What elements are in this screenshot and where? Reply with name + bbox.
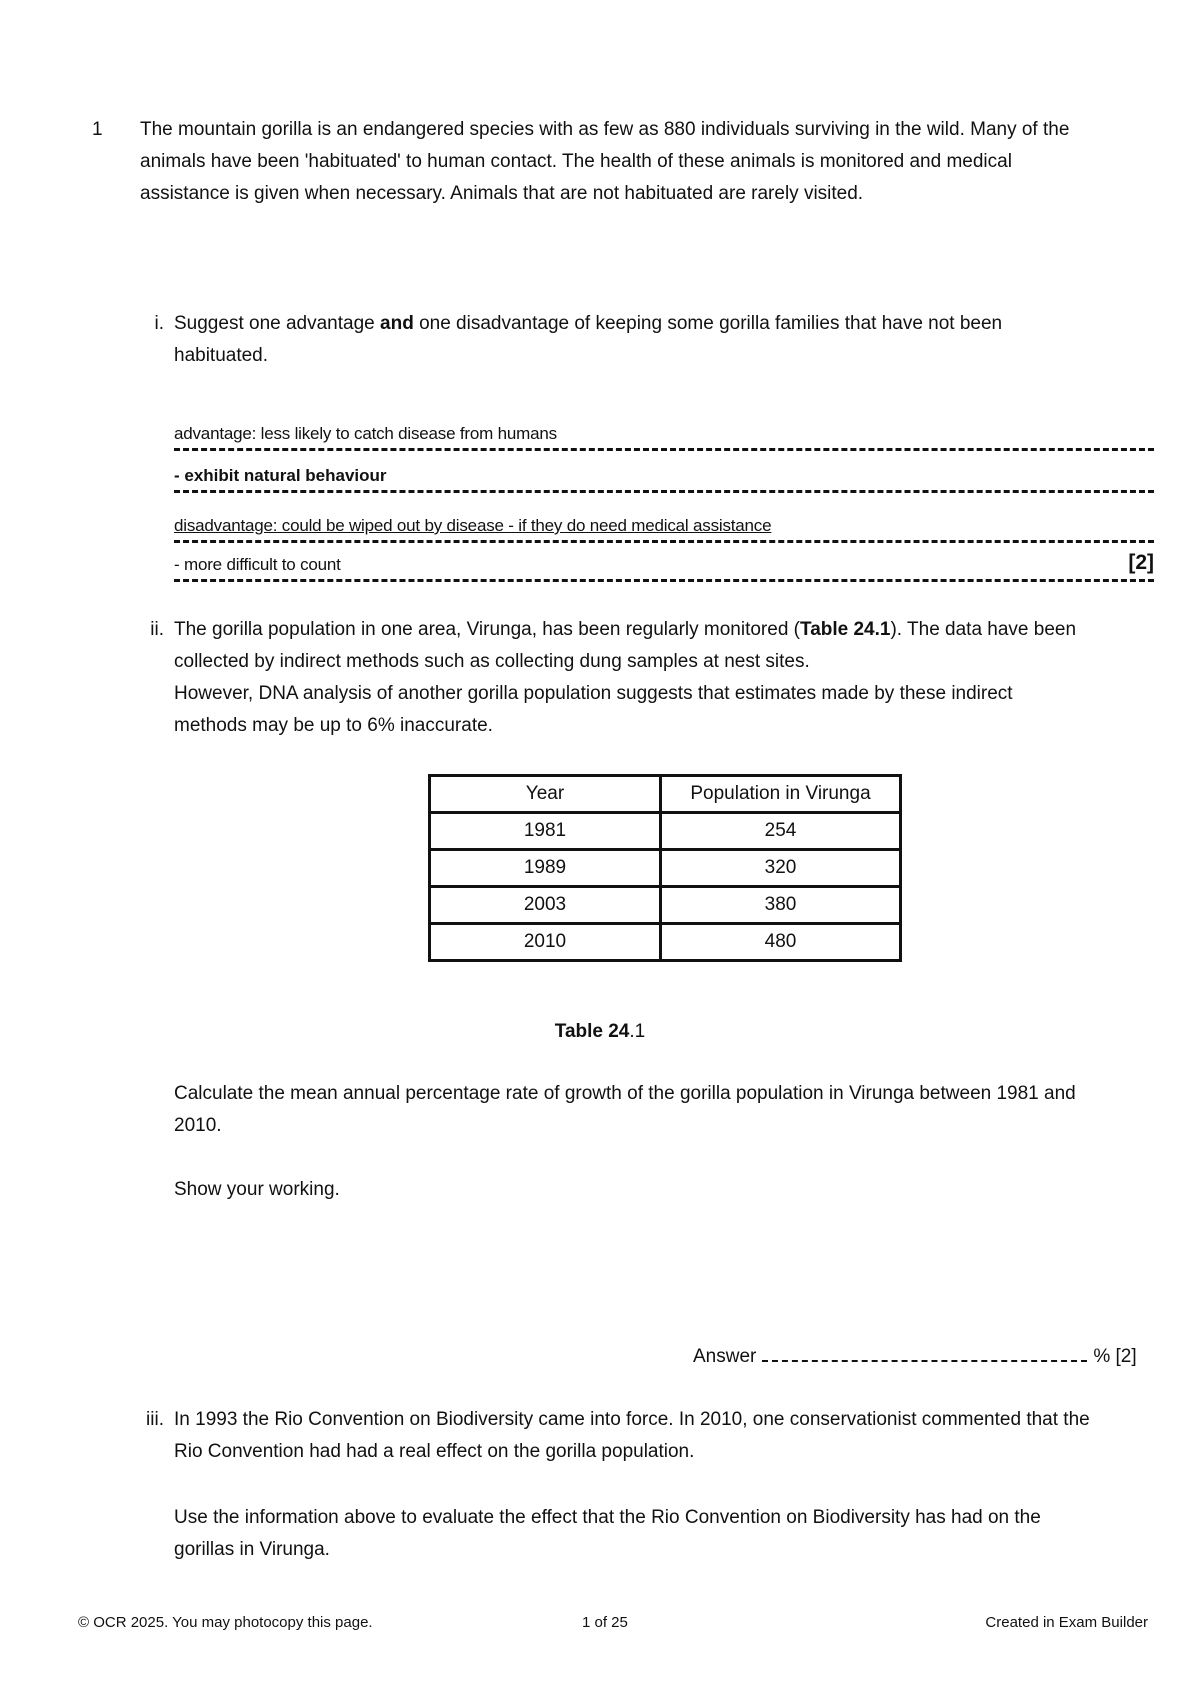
- answer-blank[interactable]: [762, 1342, 1087, 1362]
- table-row: [430, 813, 901, 850]
- part-i-prompt-pre: Suggest one advantage: [174, 313, 381, 334]
- table-header-row: [430, 776, 901, 813]
- answer-line-2[interactable]: [174, 466, 1154, 493]
- table-row: [430, 924, 901, 961]
- answer-line-1[interactable]: [174, 424, 1154, 451]
- table-cell: 2010: [430, 924, 661, 961]
- marks-badge: [2]: [1128, 551, 1154, 574]
- answer-line-3[interactable]: [174, 516, 1154, 543]
- part-ii-text-post: ). The data have been: [890, 619, 1077, 640]
- caption-rest: .1: [629, 1021, 646, 1042]
- answer-text: disadvantage: could be wiped out by disease - if they do need medical assistance: [174, 516, 772, 535]
- footer-created: Created in Exam Builder: [985, 1614, 1148, 1631]
- part-ii-line: methods may be up to 6% inaccurate.: [174, 715, 493, 736]
- caption-bold: Table 24: [554, 1021, 630, 1042]
- answer-field[interactable]: [693, 1341, 1137, 1373]
- population-table: [428, 774, 902, 962]
- question-number: 1: [92, 119, 103, 140]
- part-iii-line: Use the information above to evaluate the effect that the Rio Convention on Biodiversity has had on the: [174, 1507, 1041, 1528]
- part-iii-label: iii.: [146, 1409, 164, 1430]
- part-ii-text-pre: The gorilla population in one area, Virunga, has been regularly monitored (: [174, 619, 800, 640]
- part-ii-text: [174, 614, 1159, 742]
- table-header-year: Year: [430, 776, 661, 813]
- part-i-label: i.: [154, 313, 164, 334]
- part-i-prompt-post: one disadvantage of keeping some gorilla families that have not been: [413, 313, 1003, 334]
- answer-text: advantage: less likely to catch disease from humans: [174, 424, 557, 443]
- table-cell: 320: [661, 850, 901, 887]
- footer-copyright: © OCR 2025. You may photocopy this page.: [78, 1614, 373, 1631]
- calc-line: Calculate the mean annual percentage rate of growth of the gorilla population in Virunga between 1981 and: [174, 1083, 1076, 1104]
- part-i-prompt: [174, 308, 1159, 372]
- answer-text: - more difficult to count: [174, 555, 341, 574]
- table-cell: 380: [661, 887, 901, 924]
- part-iii-line: gorillas in Virunga.: [174, 1539, 330, 1560]
- part-i-prompt-line2: habituated.: [174, 345, 269, 366]
- table-header-population: Population in Virunga: [661, 776, 901, 813]
- part-iii-text: [174, 1404, 1159, 1468]
- calc-instruction: [174, 1078, 1159, 1142]
- show-working: Show your working.: [174, 1179, 340, 1200]
- part-iii-instruction: [174, 1502, 1159, 1566]
- intro-line: animals have been 'habituated' to human contact. The health of these animals is monitored and medical: [140, 151, 1012, 172]
- part-ii-label: ii.: [150, 619, 164, 640]
- answer-unit: % [2]: [1093, 1346, 1137, 1367]
- intro-line: assistance is given when necessary. Animals that are not habituated are rarely visited.: [140, 183, 864, 204]
- table-cell: 2003: [430, 887, 661, 924]
- answer-text: - exhibit natural behaviour: [174, 466, 387, 485]
- answer-line-4[interactable]: [174, 551, 1154, 582]
- part-i-prompt-bold: and: [380, 313, 414, 334]
- table-cell: 480: [661, 924, 901, 961]
- table-row: [430, 887, 901, 924]
- part-ii-line: However, DNA analysis of another gorilla population suggests that estimates made by these indirect: [174, 683, 1013, 704]
- question-intro: [140, 114, 1150, 210]
- intro-line: The mountain gorilla is an endangered species with as few as 880 individuals surviving in the wild. Many of the: [140, 119, 1070, 140]
- footer-page-number: 1 of 25: [582, 1614, 628, 1631]
- part-iii-line: Rio Convention had had a real effect on the gorilla population.: [174, 1441, 695, 1462]
- table-row: [430, 850, 901, 887]
- table-reference: Table 24.1: [800, 619, 891, 640]
- answer-label: Answer: [693, 1346, 757, 1367]
- calc-line: 2010.: [174, 1115, 222, 1136]
- table-caption: [0, 1016, 1200, 1048]
- table-cell: 1981: [430, 813, 661, 850]
- table-cell: 254: [661, 813, 901, 850]
- part-ii-line: collected by indirect methods such as collecting dung samples at nest sites.: [174, 651, 810, 672]
- part-iii-line: In 1993 the Rio Convention on Biodiversity came into force. In 2010, one conservationist commented that the: [174, 1409, 1090, 1430]
- table-cell: 1989: [430, 850, 661, 887]
